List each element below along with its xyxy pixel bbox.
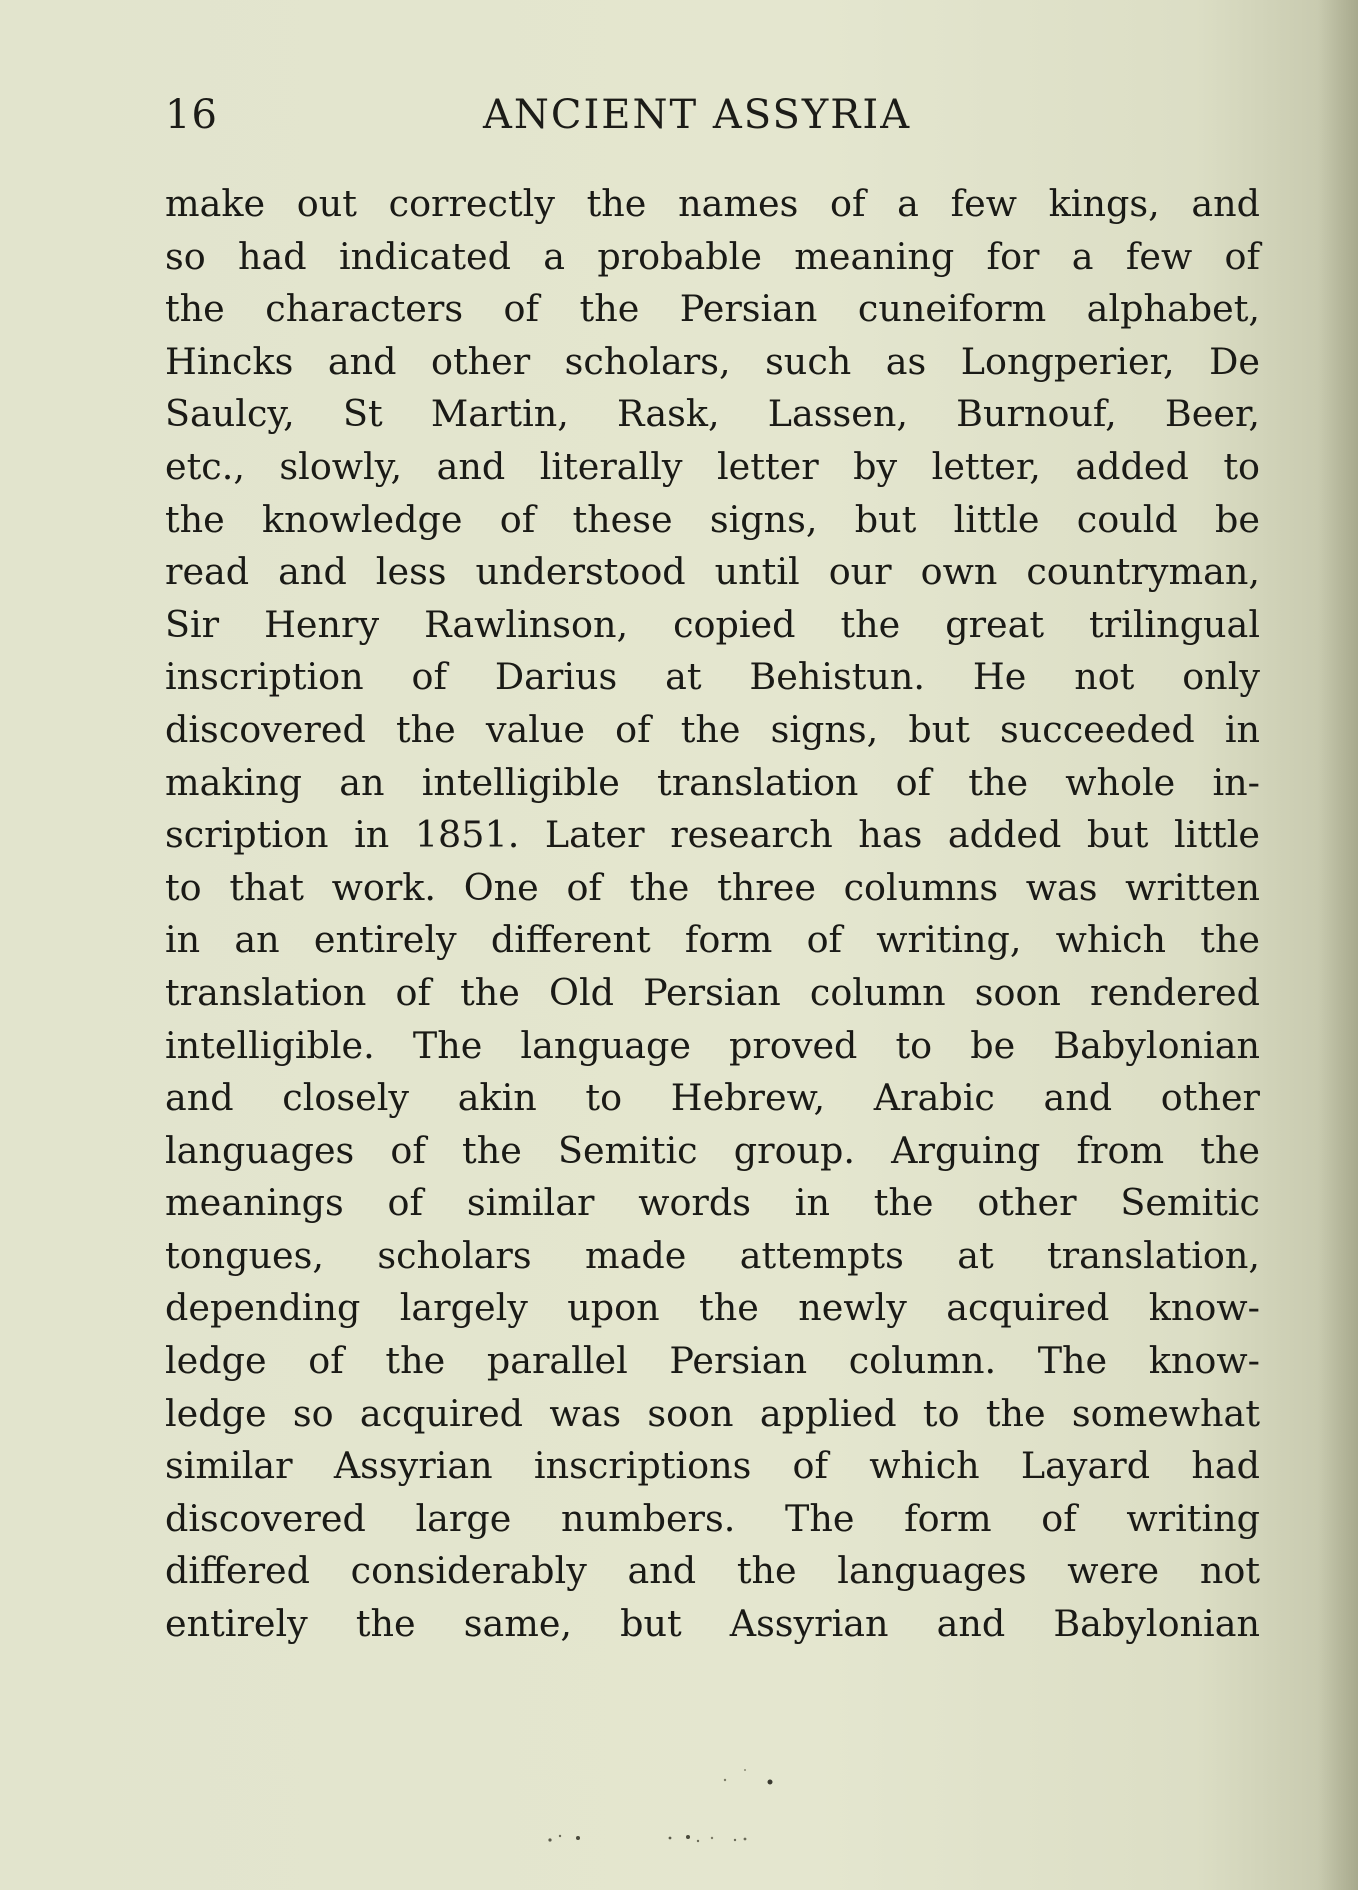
text-line: tongues, scholars made attempts at translation,: [165, 1233, 1260, 1277]
text-line: differed considerably and the languages were not: [165, 1549, 1260, 1593]
text-line: in an entirely different form of writing, which the: [165, 918, 1260, 962]
text-line: languages of the Semitic group. Arguing from the: [165, 1128, 1260, 1172]
text-line: and closely akin to Hebrew, Arabic and other: [165, 1076, 1260, 1120]
paper-specks: [520, 1720, 840, 1850]
text-line: Hincks and other scholars, such as Longperier, De: [165, 339, 1260, 383]
text-line: the knowledge of these signs, but little could be: [165, 497, 1260, 541]
text-line: discovered large numbers. The form of writing: [165, 1496, 1260, 1540]
text-line: the characters of the Persian cuneiform alphabet,: [165, 287, 1260, 331]
text-line: Saulcy, St Martin, Rask, Lassen, Burnouf, Beer,: [165, 392, 1260, 436]
page-edge-shadow: [1318, 0, 1358, 1890]
text-line: inscription of Darius at Behistun. He not only: [165, 655, 1260, 699]
running-title: ANCIENT ASSYRIA: [483, 92, 912, 138]
text-line: etc., slowly, and literally letter by letter, added to: [165, 444, 1260, 488]
running-head: [165, 92, 1260, 148]
text-line: make out correctly the names of a few kings, and: [165, 182, 1260, 225]
text-line: intelligible. The language proved to be Babylonian: [165, 1023, 1260, 1067]
text-line: scription in 1851. Later research has added but little: [165, 813, 1260, 857]
text-line: so had indicated a probable meaning for a few of: [165, 234, 1260, 278]
page-number: 16: [165, 92, 218, 138]
text-line: to that work. One of the three columns was written: [165, 865, 1260, 909]
body-text: [165, 178, 1260, 1651]
text-line: translation of the Old Persian column soon rendered: [165, 970, 1260, 1014]
text-line: ledge of the parallel Persian column. The know-: [165, 1339, 1260, 1383]
text-line: meanings of similar words in the other Semitic: [165, 1181, 1260, 1225]
text-line: read and less understood until our own countryman,: [165, 550, 1260, 594]
text-line: ledge so acquired was soon applied to the somewhat: [165, 1391, 1260, 1435]
text-line: Sir Henry Rawlinson, copied the great trilingual: [165, 602, 1260, 646]
text-line: discovered the value of the signs, but succeeded in: [165, 707, 1260, 751]
text-line: depending largely upon the newly acquired know-: [165, 1286, 1260, 1330]
text-line: similar Assyrian inscriptions of which Layard had: [165, 1444, 1260, 1488]
text-line: entirely the same, but Assyrian and Babylonian: [165, 1602, 1260, 1646]
text-line: making an intelligible translation of the whole in-: [165, 760, 1260, 804]
